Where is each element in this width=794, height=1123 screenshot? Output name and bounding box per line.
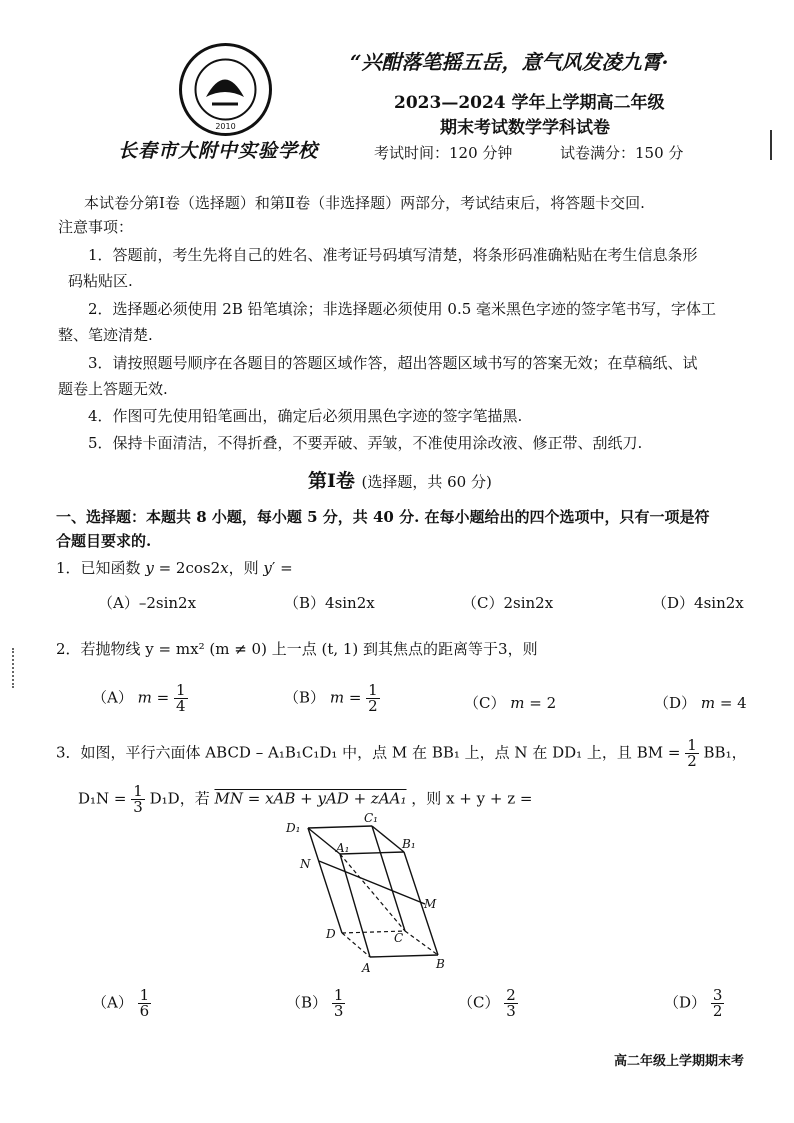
q3-option-a[interactable] bbox=[92, 988, 151, 1019]
q2-option-c[interactable]: （C） m = 2 bbox=[464, 694, 557, 712]
fraction: $\frac{3}{2}$ bbox=[712, 986, 723, 1020]
q1-stem-part: ，则 bbox=[228, 559, 259, 577]
page-footer: 高二年级上学期期末考 bbox=[614, 1054, 745, 1069]
q2-option-c-label: （C） bbox=[464, 694, 506, 712]
q3-stem-part: BB₁， bbox=[703, 743, 747, 762]
q3-option-b[interactable] bbox=[286, 988, 345, 1019]
q2-option-a-label: （A） bbox=[92, 688, 133, 707]
exam-time: 考试时间：120 分钟 bbox=[374, 144, 513, 162]
q2-option-d[interactable]: （D） m = 4 bbox=[654, 694, 747, 712]
section-title bbox=[308, 466, 492, 493]
fraction: $\frac{2}{3}$ bbox=[506, 986, 516, 1020]
question-3-stem bbox=[56, 738, 747, 769]
label-B: B bbox=[436, 957, 445, 971]
note-line: 题卷上答题无效. bbox=[58, 380, 168, 398]
note-line: 3．请按照题号顺序在各题目的答题区域作答，超出答题区域书写的答案无效；在草稿纸、试 bbox=[88, 354, 698, 372]
note-line: 5．保持卡面清洁，不得折叠，不要弄破、弄皱，不准使用涂改液、修正带、刮纸刀. bbox=[88, 434, 643, 452]
q3-stem-part: 3．如图，平行六面体 ABCD – A₁B₁C₁D₁ 中，点 M 在 BB₁ 上，点 N 在 DD₁ 上，且 BM = bbox=[56, 743, 681, 762]
q1-option-c[interactable]: （C）2sin2x bbox=[462, 594, 554, 612]
q3-stem-part: D₁D，若 bbox=[149, 789, 210, 808]
q2-option-b-label: （B） bbox=[284, 688, 326, 707]
q3-option-d-label: （D） bbox=[664, 993, 707, 1012]
q1-stem-part: 1．已知函数 bbox=[56, 559, 141, 577]
section-title-main: 第Ⅰ卷 bbox=[308, 470, 355, 492]
q3-option-a-label: （A） bbox=[92, 993, 133, 1012]
binding-dots bbox=[12, 648, 16, 688]
label-D: D bbox=[326, 927, 336, 941]
q3-option-d[interactable] bbox=[664, 988, 724, 1019]
label-C: C bbox=[394, 931, 404, 945]
school-name: 长春市大附中实验学校 bbox=[118, 140, 319, 162]
question-3-stem-cont bbox=[78, 784, 532, 815]
q1-option-d[interactable]: （D）4sin2x bbox=[652, 594, 744, 612]
fraction: $\frac{1}{4}$ bbox=[175, 681, 186, 715]
fraction: $\frac{1}{6}$ bbox=[139, 986, 150, 1020]
q3-option-c-label: （C） bbox=[458, 993, 500, 1012]
note-line: 整、笔迹清楚. bbox=[58, 326, 153, 344]
label-N: N bbox=[300, 857, 311, 871]
question-1-stem: 1．已知函数 y = 2cos2x，则 y′ = bbox=[56, 559, 293, 577]
q1-option-b[interactable]: （B）4sin2x bbox=[284, 594, 375, 612]
full-score: 试卷满分：150 分 bbox=[560, 144, 684, 162]
svg-text:2010: 2010 bbox=[215, 122, 236, 131]
note-line: 1．答题前，考生先将自己的姓名、准考证号码填写清楚，将条形码准确粘贴在考生信息条形 bbox=[88, 246, 698, 264]
note-line: 4．作图可先使用铅笔画出，确定后必须用黑色字迹的签字笔描黑. bbox=[88, 407, 523, 425]
school-logo bbox=[178, 42, 273, 137]
part1-instructions: 一、选择题：本题共 8 小题，每小题 5 分，共 40 分. 在每小题给出的四个选项中，只有一项是符 bbox=[56, 508, 710, 526]
exam-title: 期末考试数学学科试卷 bbox=[440, 118, 610, 138]
label-M: M bbox=[424, 897, 437, 911]
note-line: 2．选择题必须使用 2B 铅笔填涂；非选择题必须使用 0.5 毫米黑色字迹的签字笔书写，字体工 bbox=[88, 300, 717, 318]
q1-option-a[interactable]: （A）–2sin2x bbox=[98, 594, 197, 612]
label-D1: D₁ bbox=[286, 821, 301, 835]
fraction: $\frac{1}{3}$ bbox=[133, 782, 143, 816]
notes-title: 注意事项： bbox=[58, 218, 134, 236]
q3-option-c[interactable] bbox=[458, 988, 518, 1019]
q3-stem-part: D₁N = bbox=[78, 789, 127, 808]
fraction: $\frac{1}{2}$ bbox=[368, 681, 378, 715]
q3-stem-part: ，则 x + y + z = bbox=[411, 789, 533, 808]
fraction: $\frac{1}{3}$ bbox=[333, 986, 344, 1020]
term-line: 2023—2024 学年上学期高二年级 bbox=[394, 93, 665, 113]
parallelepiped-figure bbox=[280, 812, 460, 977]
question-2-stem: 2．若抛物线 y = mx² (m ≠ 0) 上一点 (t, 1) 到其焦点的距离等于3，则 bbox=[56, 640, 538, 658]
q2-option-d-label: （D） bbox=[654, 694, 697, 712]
label-A1: A₁ bbox=[336, 841, 350, 855]
section-title-sub: (选择题，共 60 分) bbox=[361, 473, 492, 491]
q3-option-b-label: （B） bbox=[286, 993, 328, 1012]
q2-option-a[interactable]: （A） m = $\frac{1}{4}$ bbox=[92, 681, 186, 715]
fraction: $\frac{1}{2}$ bbox=[687, 736, 697, 770]
q2-option-b[interactable]: （B） m = $\frac{1}{2}$ bbox=[284, 681, 378, 715]
label-A: A bbox=[362, 961, 371, 975]
label-B1: B₁ bbox=[402, 837, 416, 851]
intro-text: 本试卷分第Ⅰ卷（选择题）和第Ⅱ卷（非选择题）两部分，考试结束后，将答题卡交回. bbox=[84, 194, 645, 212]
part1-instructions-cont: 合题目要求的. bbox=[56, 532, 152, 550]
label-C1: C₁ bbox=[364, 812, 378, 825]
slogan: “兴酣落笔摇五岳，意气风发凌九霄· bbox=[350, 50, 669, 74]
vector-equation: MN = xAB + yAD + zAA₁ bbox=[214, 789, 407, 808]
edge-mark bbox=[770, 130, 772, 160]
note-line: 码粘贴区. bbox=[68, 272, 133, 290]
